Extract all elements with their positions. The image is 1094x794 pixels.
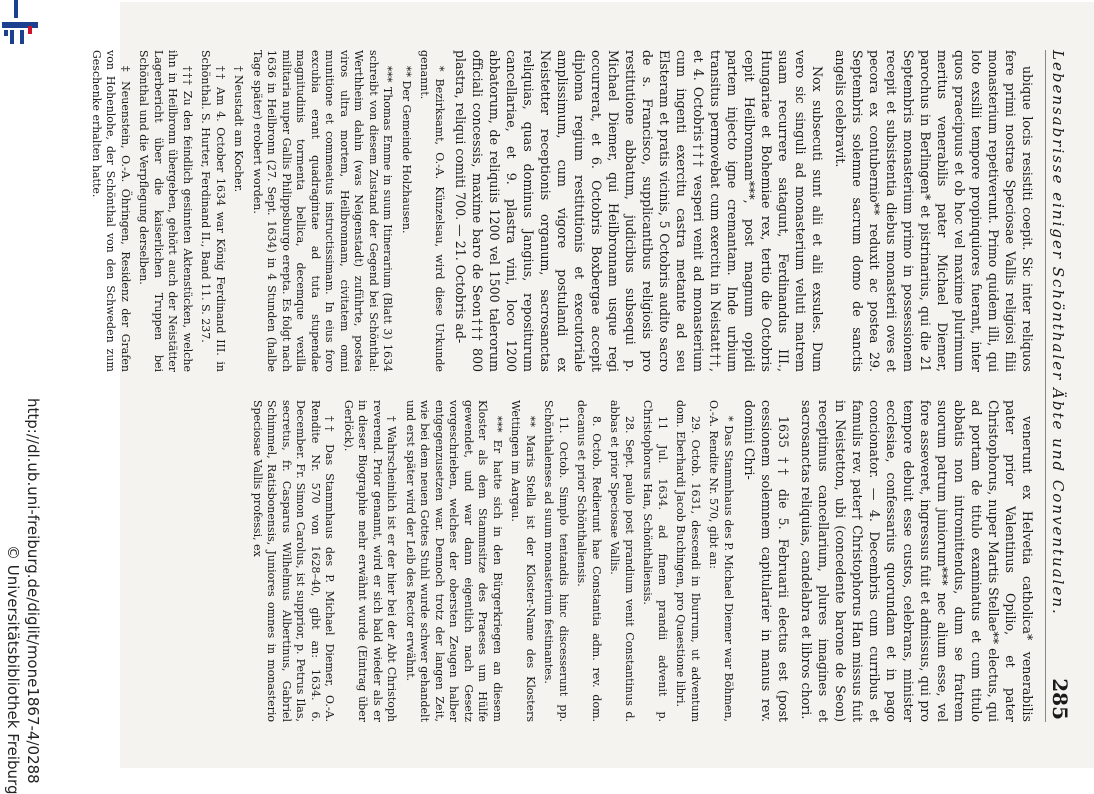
footnote: † Neustadt am Kocher. (232, 66, 246, 193)
running-title: Lebensabrisse einiger Schönthaler Äbte und Conventualen. (1049, 50, 1067, 616)
footnote: *** Thomas Emme in suum Itinerarium (Blatt 3) 1634 schreibt von diesem Zustand der Gegend bei Schönthal: Werthheim dahin (was Neigenstadt) zuführte, postea viros ultra mortem, Heilbronnam, civitatem omni munitione et commeatus instructissimam. In eius foro excubia erant quadragintae ad tuta stupendae magnitudinis tormenta bellica, decemque vexilla militaria nuper Gallis Philippsburgo erepta. Es folgt nach 1636 in Heilbronn (27. Sept. 1634) in 4 Stunden (halbe Tage später) erobert worden. (251, 50, 395, 372)
header-rule (1045, 50, 1046, 722)
footnote: 11 Jul. 1634. ad finem prandii advenit p. Christophorus Han, Schönthaliensis. (641, 400, 669, 722)
library-logo-icon (0, 0, 40, 52)
page-number: 285 (1048, 678, 1072, 720)
footnote: 11. Octob. Simplo tentandis hinc discesserunt pp. Schönthalenses ad suum monasterium festinantes. (542, 400, 570, 722)
footnote: ** Maris Stella ist der Kloster-Name des Klosters Wettingen im Aargau. (509, 400, 537, 722)
copyright-notice: © Universitätsbibliothek Freiburg (4, 545, 22, 794)
left-column (90, 50, 1036, 372)
paragraph: Nox subsecuti sunt alii et alii exsules. Dum vero sic singuli ad monasterium veluti matrem suam recurrere satagunt, Ferdinandus III., Hungariae et Bohemiae rex, tertio die Octobris cepit Heilbronnam***, post magnum oppidi partem injecto igne cremantam. Inde urbium transitus permovebat cum exercitu in Neistatt††, et 4. Octobris††† vesperi venit ad monasterium cum ingenti exercitu castra metante ad seu Elsteram et pratis vicinis, 5 Octobris audito sacro de s. Francisco, supplicantibus religiosis pro restitutione abbatum, judicibus subsequi p. Michael Diemer, qui Heilbronnam usque regi occurrerat, et 6. Octobris Boxbergae accepit diploma regium restitutionis et executoriale amplissimum, cum vigore postulandi ex Neistetter receptionis organum, sacrosanctas reliquias, quas dominus Jangius, repositurum cancellariae, et 9. plastra vini, loco 1200 abbatorum, de reliquiis 1200 vel 1500 talerorum officiali concessis, maxime baro de Seon††† 800 plastra, reliqui comiti 700. — 21. Octobris ad- (453, 50, 825, 372)
footnote: 29. Octob. 1631, descendi in Iburrum, ut adventum dom. Eberhardi Jacob Buchingen, pro Quaestione libri. (674, 400, 702, 722)
right-column (146, 400, 1036, 722)
footnote: † Wahrscheinlich ist er der hier bei der Abt Christoph reverend. Prior genannt, wird er sich bald wieder als er in dieser Biographie mehr erwähnt wurde (Eintrag über Gerlöck). (342, 400, 399, 722)
footnote: †† Am 4. October 1634 war König Ferdinand III. in Schönthal. S. Hurter, Ferdinand II., Band 11. S. 237. (199, 50, 227, 372)
footnote: *** Er hatte sich in den Bürgerkriegen an diesem Kloster als dem Stammsitze des Praeses um Hülfe gewendet, und war dann eigentlich nach Gesetz vorgeschrieben, welches der obersten Zeugen halber entgegenzusetzen war. Dennoch trotz der langen Zeit, wie bei dem neuen Gottes Stuhl wurde schwer gehandelt und erst später wird der Leib des Rector erwähnt. (404, 400, 504, 722)
running-header (1048, 50, 1072, 720)
paragraph: venerunt ex Helvetia catholica* venerabilis pater prior Valentinus Opilio, et pater Christophorus, nuper Martis Stellae** electus, qui ad portam de titulo examinatus et cum titulo abbatis non intromittendus, dum se fratrem suorum patrum juniorum*** nec alium esse, vel fore asseveret, ingressus fuit et admissus, qui pro tempore debuit esse custos, celebrans, minister ecclesiae, confessarius quorundam et in pago concionator. — 4. Decembris cum curribus et famulis rev. pater† Christophorus Han missus fuit in Neistetton, ubi (concedente barone de Seon) receptimus cancellarium, plures imagines et sacrosanctas reliquias, candelabra et libros chori. (799, 400, 1035, 722)
page-content (90, 2, 1094, 768)
footnote: †† Das Stammhaus des P. Michael Diemer, O.-A. Rendite Nr. 570 von 1628–40, gibt an: 1634. 6. December. Fr. Simon Carolus, ist supprior, p. Petrus Ilas, secretus, fr. Casparus Wilhelmus Albertinus, Gabriel Schimmel, Ratisbonensis, Juniores omnes in monasterio Speciosae Vallis professi, ex (251, 400, 337, 722)
footnote: * Bezirksamt, O.-A. Künzelsau, wird diese Urkunde genannt. (418, 50, 446, 372)
footnote: ††† Zu den feindlich gesinnten Aktenstücken, welche ihn in Heilbronn übergeben, gehört auch der Neistätter Lagerbericht über die kaiserlichen Truppen bei Schönthal und die Verpflegung derselben. (137, 50, 194, 372)
footnote: 28. Sept. paulo post prandium venit Constantinus d. abbas et prior Speciosae Vallis. (608, 400, 636, 722)
footnote: ** Der Gemeinde Holzhausen. (400, 66, 413, 234)
source-url[interactable]: http://dl.ub.uni-freiburg.de/diglit/mone1867-4/0288 (24, 398, 42, 784)
paragraph: ubique locis resistiti coepit. Sic inter reliquos fere primi nostrae Speciosae Vallis religiosi filii monasterium repetiverunt. Primo quidem illi, qui loto exsilii tempore propinquiores fuerant, inter quos praecipuus et ob hoc vel maxime plurimum meritus venerabilis pater Michael Diemer, parochus in Berlingen* et pistrinarius, qui die 21 Septembris monasterium primo in possessionem recepit et subsistentia diebus monasterii oves et pecora ex contubernio** reduxit ac postea 29. Septembris solemne sacrum domo de sanctis angelis celebravit. (833, 50, 1035, 372)
footnote: 8. Octob. Redierunt hae Constantia adm. rev. dom. decanus et prior Schönthaliensis. (575, 400, 603, 722)
paragraph: 1635 †† die 5. Februarii electus est (post cessionem solemnem capitularier in manus rev. domini Chri- (742, 400, 791, 722)
scanned-page (90, 2, 1094, 768)
footnote: * Das Stammhaus des P. Michael Diemer war Böhmen, O.-A. Rendite Nr. 570, gibt an: (707, 400, 735, 722)
footnote: ‡ Neuenstein, O.-A. Öhringen, Residenz der Grafen von Hohenlohe, der Schönthal von den Schweden zum Geschenke erhalten hatte. (90, 50, 132, 372)
